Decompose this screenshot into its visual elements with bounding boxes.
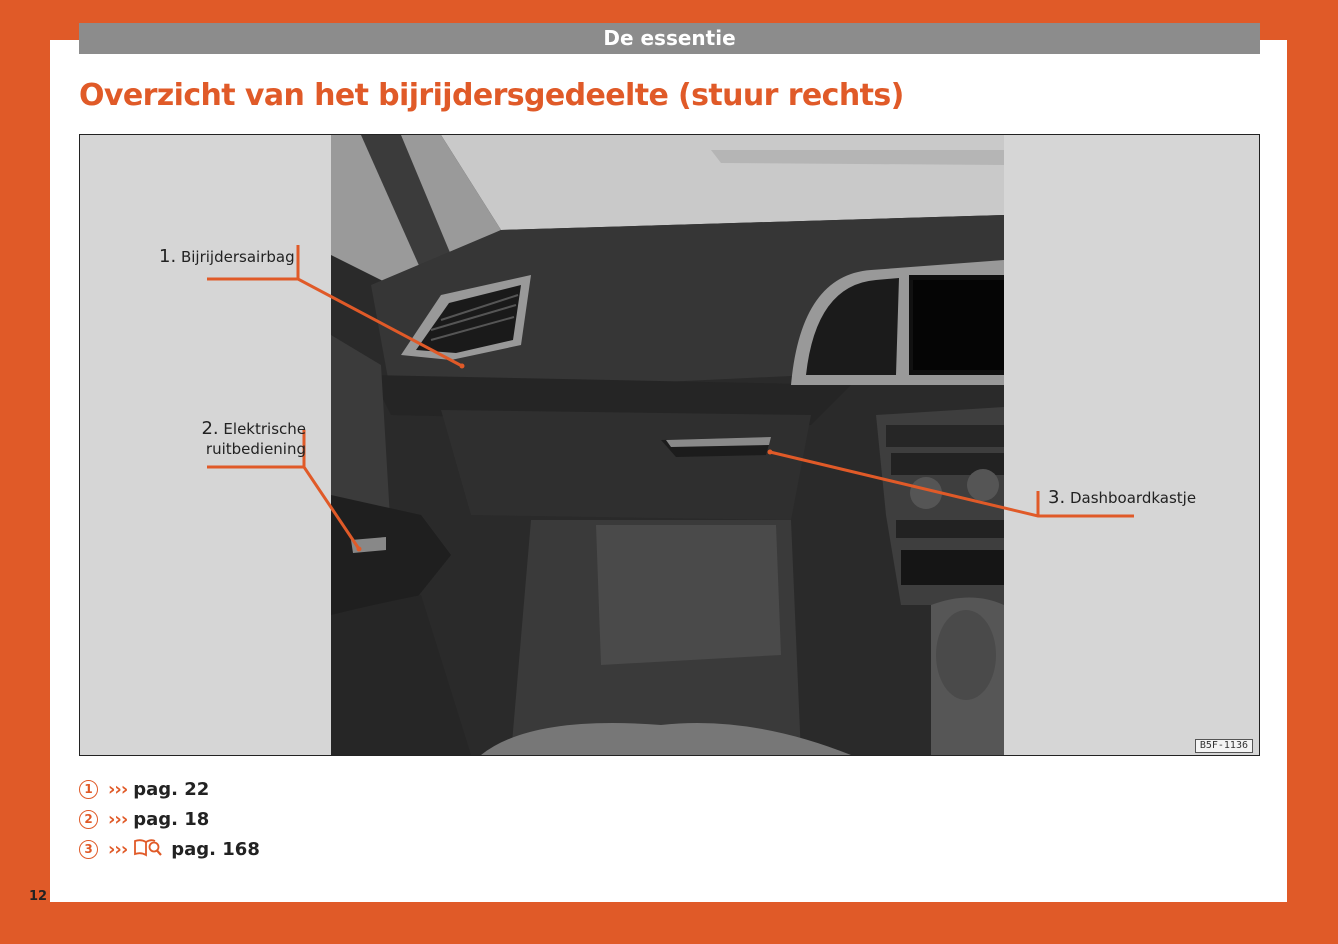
reference-link[interactable]: pag. 18: [133, 808, 210, 830]
callout-number: 3.: [1048, 487, 1066, 508]
page-number: 12: [29, 889, 48, 904]
book-search-icon: [133, 837, 163, 862]
callout-passenger-airbag: [159, 247, 295, 267]
reference-marker: 2: [79, 810, 98, 829]
callout-number: 1.: [159, 246, 177, 267]
dashboard-figure: [79, 134, 1260, 756]
callout-dot-3: [768, 450, 773, 455]
callout-label: Elektrische: [223, 420, 306, 438]
reference-marker: 3: [79, 840, 98, 859]
callout-dot-1: [460, 364, 465, 369]
reference-arrow: ›››: [108, 838, 128, 860]
section-header: De essentie: [79, 23, 1260, 54]
reference-item: [79, 804, 260, 834]
reference-link[interactable]: pag. 168: [171, 838, 260, 860]
callout-label: Bijrijdersairbag: [180, 248, 295, 266]
callout-label-line2: ruitbediening: [205, 440, 306, 458]
callout-glovebox: [1048, 488, 1196, 508]
page-title: Overzicht van het bijrijdersgedeelte (stuur rechts): [79, 78, 904, 113]
callout-label: Dashboardkastje: [1069, 489, 1197, 507]
figure-code: B5F-1136: [1195, 739, 1253, 753]
callout-dot-2: [357, 547, 362, 552]
reference-item: [79, 774, 260, 804]
callout-electric-windows: [180, 419, 306, 459]
reference-link[interactable]: pag. 22: [133, 778, 210, 800]
reference-arrow: ›››: [108, 778, 128, 800]
reference-list: [79, 774, 260, 864]
callout-number: 2.: [201, 418, 219, 439]
reference-marker: 1: [79, 780, 98, 799]
reference-arrow: ›››: [108, 808, 128, 830]
reference-item: [79, 834, 260, 864]
